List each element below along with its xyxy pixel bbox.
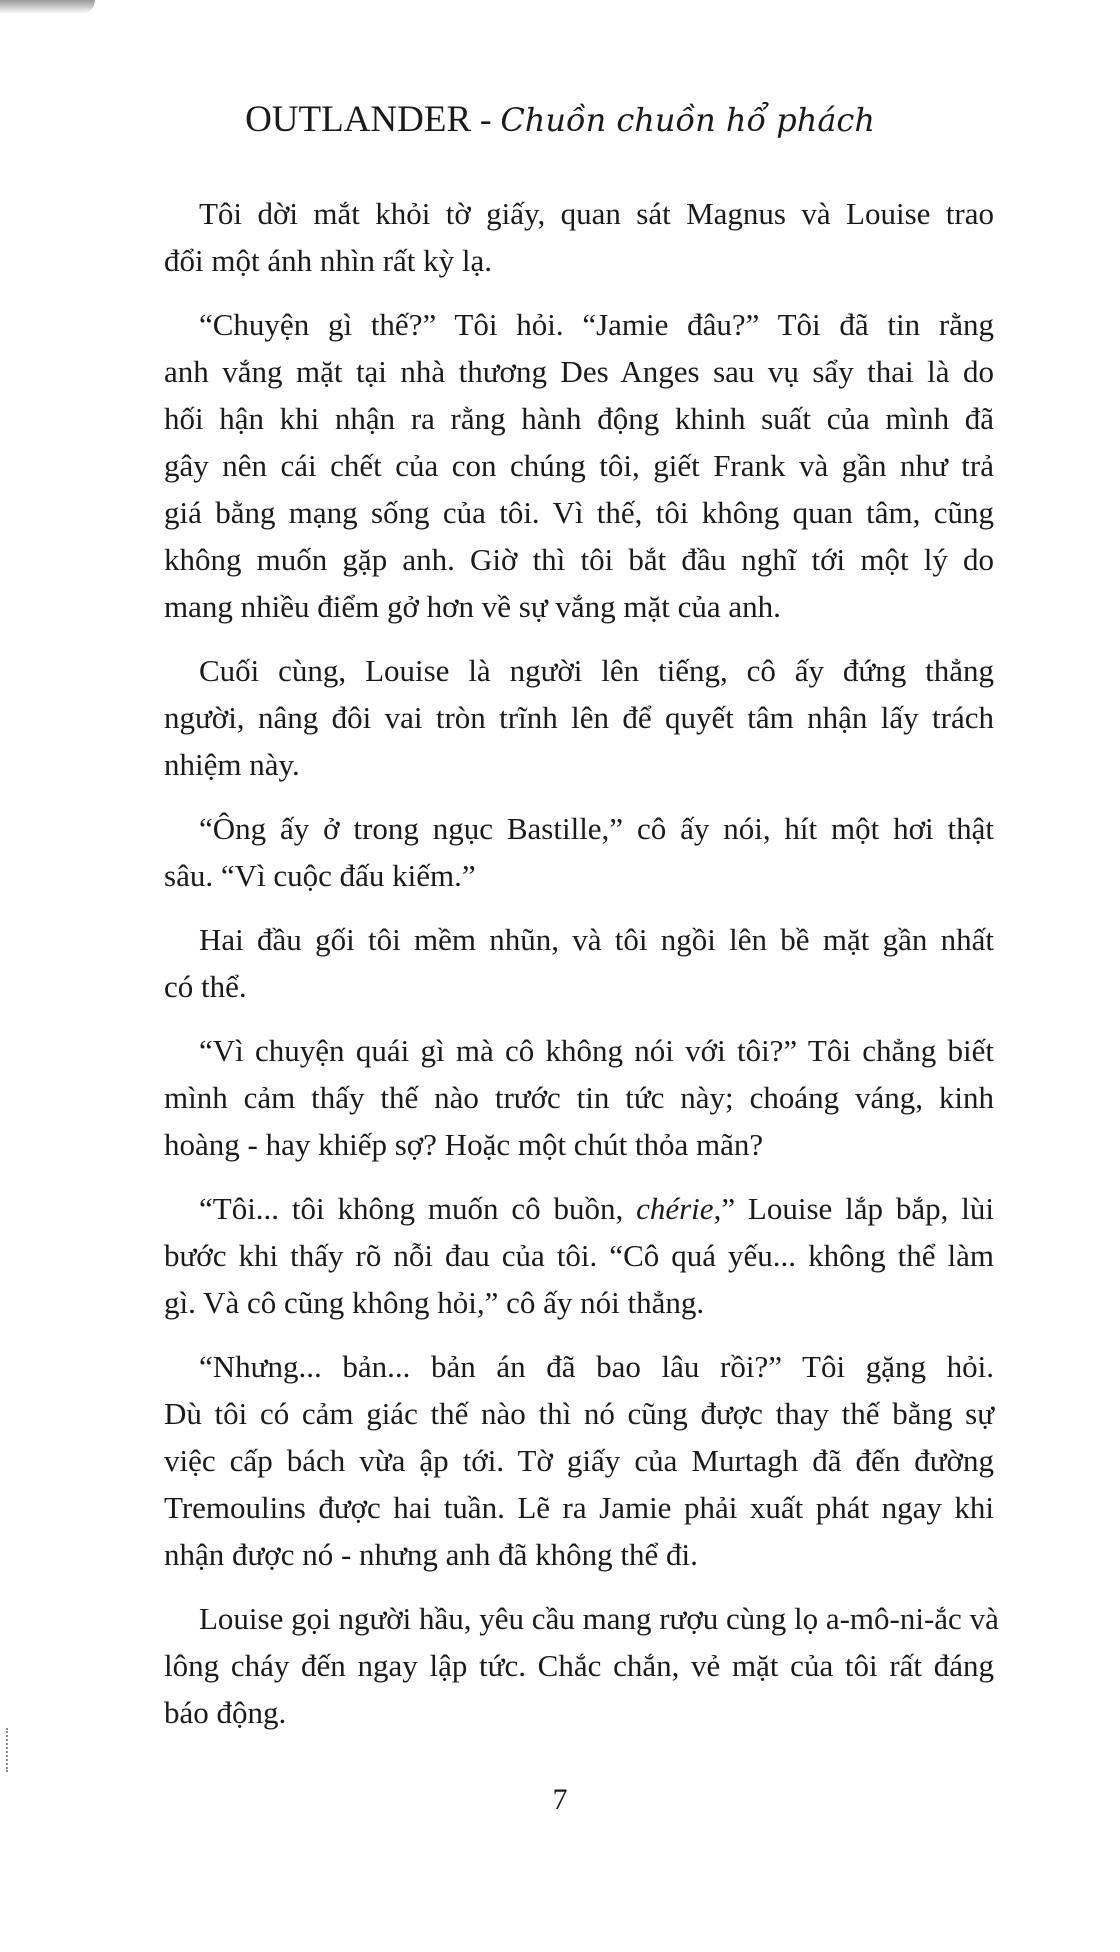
text-line: có thể.: [164, 969, 247, 1004]
scan-edge-mark: [6, 1728, 12, 1772]
text-line: báo động.: [164, 1695, 287, 1730]
text-line: Dù tôi có cảm giác thế nào thì nó cũng được thay thế bằng sự: [164, 1396, 994, 1431]
text-line: mình cảm thấy thế nào trước tin tức này; choáng váng, kinh: [164, 1080, 994, 1115]
text-line: giá bằng mạng sống của tôi. Vì thế, tôi không quan tâm, cũng: [164, 495, 994, 530]
text-line: “Chuyện gì thế?” Tôi hỏi. “Jamie đâu?” Tôi đã tin rằng: [199, 307, 994, 342]
text-line: người, nâng đôi vai tròn trĩnh lên để quyết tâm nhận lấy trách: [164, 700, 994, 735]
text-line: Tôi dời mắt khỏi tờ giấy, quan sát Magnus và Louise trao: [199, 196, 994, 231]
running-header: [0, 98, 1120, 142]
text-line: “Tôi... tôi không muốn cô buồn, chérie,” Louise lắp bắp, lùi: [199, 1191, 995, 1226]
text-line: gì. Và cô cũng không hỏi,” cô ấy nói thẳng.: [164, 1285, 705, 1320]
body-text: [164, 190, 999, 1753]
paragraph: [164, 1027, 994, 1168]
text-line: đổi một ánh nhìn rất kỳ lạ.: [164, 243, 493, 278]
text-line: “Nhưng... bản... bản án đã bao lâu rồi?” Tôi gặng hỏi.: [199, 1349, 994, 1384]
text-line: mang nhiều điểm gở hơn về sự vắng mặt của anh.: [164, 589, 781, 624]
header-separator: -: [471, 100, 501, 139]
text-line: không muốn gặp anh. Giờ thì tôi bắt đầu nghĩ tới một lý do: [164, 542, 994, 577]
text-line: hoàng - hay khiếp sợ? Hoặc một chút thỏa mãn?: [164, 1127, 764, 1162]
text-line: lông cháy đến ngay lập tức. Chắc chắn, vẻ mặt của tôi rất đáng: [164, 1648, 994, 1683]
text-line: bước khi thấy rõ nỗi đau của tôi. “Cô quá yếu... không thể làm: [164, 1238, 994, 1273]
text-line: gây nên cái chết của con chúng tôi, giết Frank và gần như trả: [164, 448, 994, 483]
italic-word: chérie: [636, 1191, 714, 1226]
scan-corner-shadow: [0, 0, 95, 14]
paragraph: [164, 916, 994, 1010]
book-subtitle: Chuồn chuồn hổ phách: [500, 101, 875, 139]
paragraph: [164, 1343, 994, 1578]
text-line: Hai đầu gối tôi mềm nhũn, và tôi ngồi lên bề mặt gần nhất: [199, 922, 994, 957]
text-line: việc cấp bách vừa ập tới. Tờ giấy của Murtagh đã đến đường: [164, 1443, 994, 1478]
text-line: sâu. “Vì cuộc đấu kiếm.”: [164, 858, 476, 893]
text-line: “Vì chuyện quái gì mà cô không nói với tôi?” Tôi chẳng biết: [199, 1033, 994, 1068]
paragraph: [164, 301, 994, 630]
text-line: nhiệm này.: [164, 747, 300, 782]
page-number: 7: [552, 1783, 568, 1816]
paragraph: [164, 1595, 999, 1736]
text-line: anh vắng mặt tại nhà thương Des Anges sau vụ sẩy thai là do: [164, 354, 994, 389]
text-line: hối hận khi nhận ra rằng hành động khinh suất của mình đã: [164, 401, 994, 436]
text-line: Louise gọi người hầu, yêu cầu mang rượu cùng lọ a-mô-ni-ắc và: [199, 1601, 999, 1636]
text-line: “Ông ấy ở trong ngục Bastille,” cô ấy nói, hít một hơi thật: [199, 811, 994, 846]
text-line: Tremoulins được hai tuần. Lẽ ra Jamie phải xuất phát ngay khi: [164, 1490, 994, 1525]
text-line: Cuối cùng, Louise là người lên tiếng, cô ấy đứng thẳng: [199, 653, 994, 688]
text-line: nhận được nó - nhưng anh đã không thể đi.: [164, 1537, 698, 1572]
paragraph: [164, 647, 994, 788]
paragraph: [164, 1185, 994, 1326]
paragraph: [164, 190, 994, 284]
paragraph: [164, 805, 994, 899]
book-title: OUTLANDER: [245, 99, 472, 140]
